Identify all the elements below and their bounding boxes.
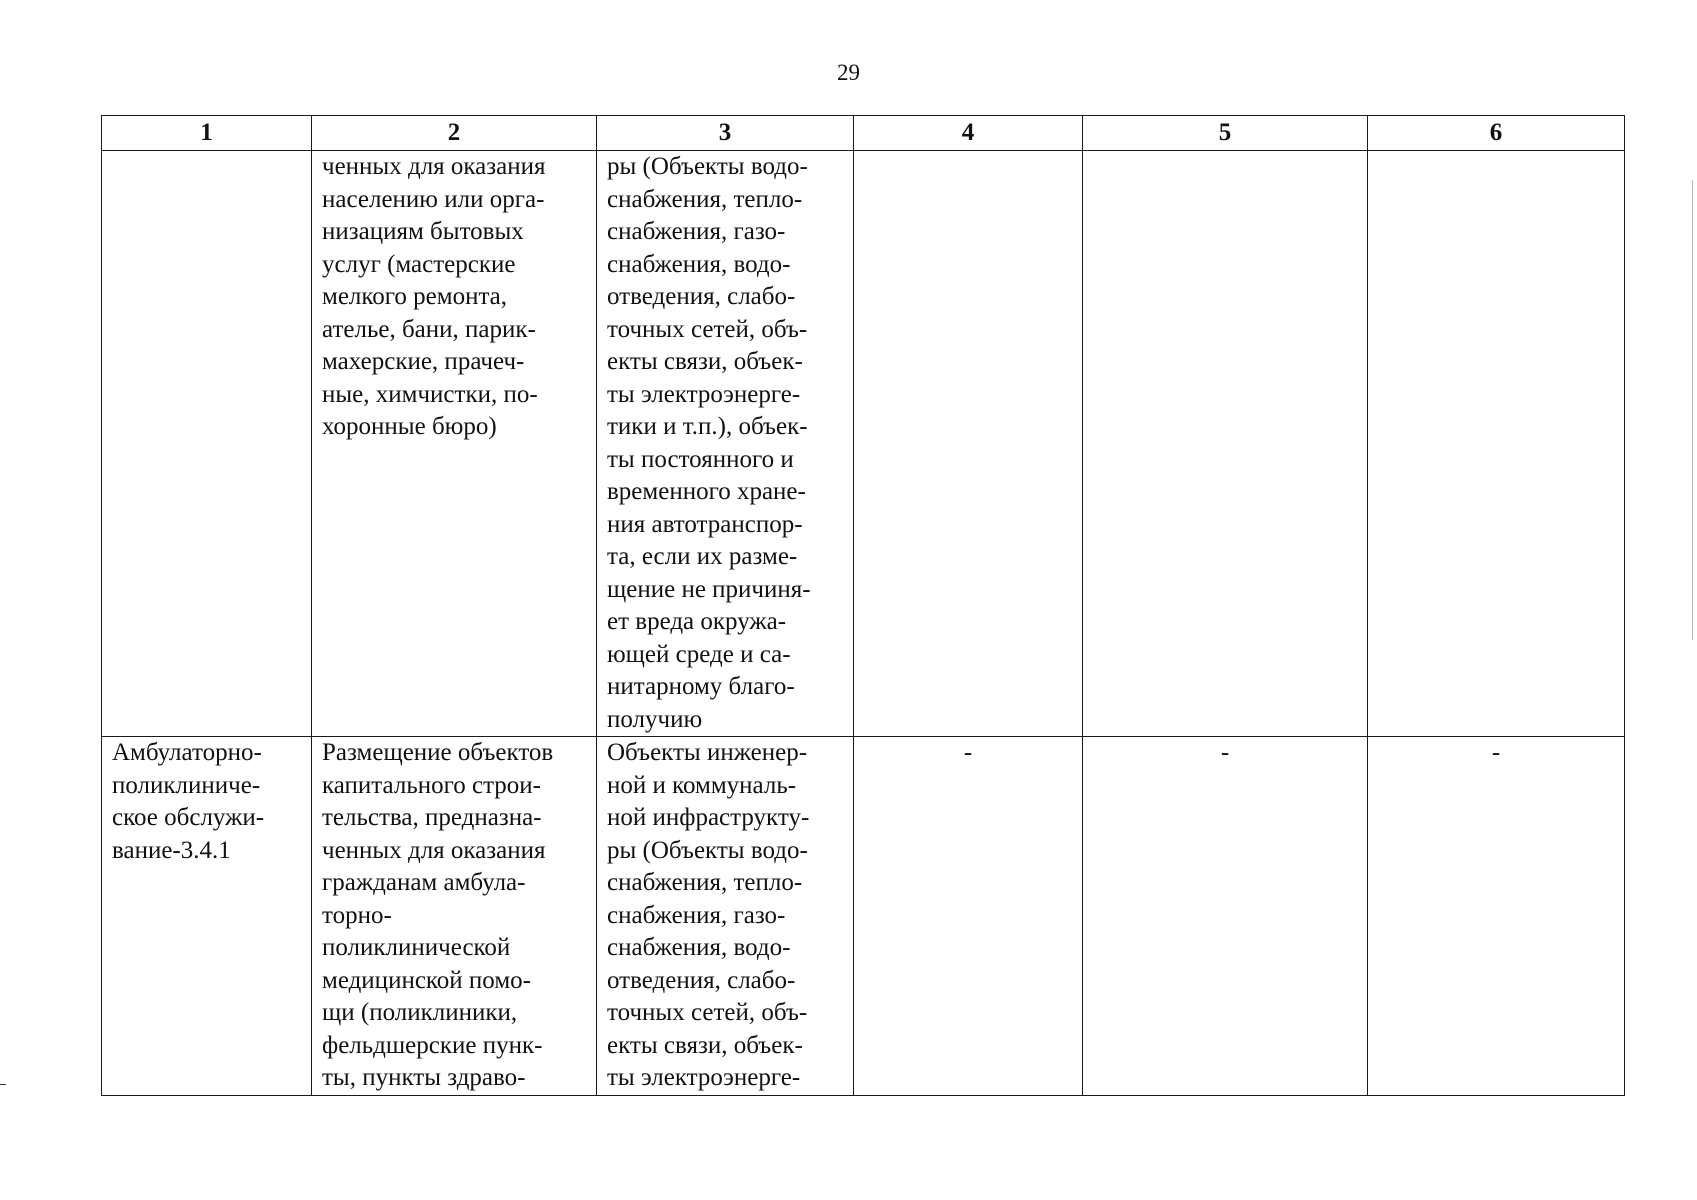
- cell-text-line: ты электроэнерге-: [607, 1064, 801, 1091]
- cell-land-use-type: [102, 151, 312, 737]
- cell-text-line: услуг (мастерские: [322, 250, 516, 278]
- cell-text-line: низациям бытовых: [322, 218, 524, 245]
- cell-text-line: ты, пункты здраво-: [322, 1064, 526, 1091]
- column-header-5: 5: [1083, 116, 1368, 151]
- cell-col4: -: [854, 737, 1083, 1096]
- cell-text-line: махерские, прачеч-: [322, 348, 525, 375]
- table-header: [102, 116, 1625, 151]
- column-header-2: 2: [312, 116, 597, 151]
- cell-col6: -: [1368, 737, 1625, 1096]
- cell-text-line: екты связи, объек-: [607, 1031, 803, 1059]
- cell-text-line: ты постоянного и: [607, 445, 794, 473]
- cell-text-line: ет вреда окружа-: [607, 608, 787, 635]
- cell-text-line: ной инфраструкту-: [607, 804, 810, 831]
- cell-text-line: отведения, слабо-: [607, 283, 796, 310]
- cell-col5: -: [1083, 737, 1368, 1096]
- cell-text-line: Размещение объектов: [322, 739, 554, 766]
- cell-text-line: екты связи, объек-: [607, 348, 803, 375]
- cell-col6: [1368, 151, 1625, 737]
- cell-text-line: временного хране-: [607, 478, 806, 505]
- cell-text-line: отведения, слабо-: [607, 966, 796, 994]
- cell-text-line: поликлиниче-: [112, 771, 261, 799]
- cell-text-line: Амбулаторно-: [112, 739, 262, 766]
- cell-text-line: щение не причиня-: [607, 575, 811, 603]
- cell-text-line: мелкого ремонта,: [322, 283, 508, 310]
- cell-text-line: фельдшерские пунк-: [322, 1031, 543, 1059]
- cell-auxiliary-use-description: [597, 151, 854, 737]
- cell-text-line: ченных для оказания: [322, 153, 546, 180]
- cell-text-line: хоронные бюро): [322, 413, 497, 440]
- cell-text-line: торно-: [322, 901, 392, 929]
- page-number: 29: [837, 60, 860, 85]
- cell-text-line: ское обслужи-: [112, 804, 265, 831]
- cell-text-line: гражданам амбула-: [322, 869, 526, 896]
- cell-text-line: ния автотранспор-: [607, 510, 803, 538]
- table-row: [102, 737, 1625, 1096]
- cell-text-line: та, если их разме-: [607, 543, 798, 570]
- cell-text-line: капитального строи-: [322, 771, 542, 799]
- cell-col5: [1083, 151, 1368, 737]
- column-header-4: 4: [854, 116, 1083, 151]
- cell-text-line: точных сетей, объ-: [607, 999, 808, 1026]
- cell-text-line: ры (Объекты водо-: [607, 153, 808, 180]
- column-header-1: 1: [102, 116, 312, 151]
- cell-text-line: снабжения, газо-: [607, 218, 786, 245]
- table-row: [102, 151, 1625, 737]
- cell-land-use-type: [102, 737, 312, 1096]
- cell-text-line: снабжения, водо-: [607, 934, 791, 961]
- cell-text-line: ные, химчистки, по-: [322, 380, 538, 408]
- cell-text-line: медицинской помо-: [322, 966, 531, 994]
- table-body: [102, 151, 1625, 1096]
- cell-text-line: снабжения, газо-: [607, 901, 786, 929]
- cell-text-line: вание-3.4.1: [112, 836, 231, 864]
- cell-text-line: ной и коммуналь-: [607, 771, 797, 799]
- cell-text-line: нитарному благо-: [607, 673, 795, 700]
- column-header-6: 6: [1368, 116, 1625, 151]
- scan-edge-line: [1692, 180, 1693, 640]
- cell-main-use-description: [312, 151, 597, 737]
- cell-main-use-description: [312, 737, 597, 1096]
- cell-text-line: ры (Объекты водо-: [607, 836, 808, 864]
- cell-text-line: Объекты инженер-: [607, 739, 808, 766]
- cell-text-line: населению или орга-: [322, 185, 545, 213]
- cell-auxiliary-use-description: [597, 737, 854, 1096]
- cell-text-line: щи (поликлиники,: [322, 999, 518, 1026]
- cell-text-line: ющей среде и са-: [607, 640, 791, 668]
- cell-text-line: ченных для оказания: [322, 836, 546, 864]
- cell-text-line: тельства, предназна-: [322, 804, 542, 831]
- cell-text-line: точных сетей, объ-: [607, 315, 808, 343]
- cell-text-line: снабжения, тепло-: [607, 185, 803, 213]
- cell-text-line: поликлинической: [322, 934, 511, 961]
- cell-text-line: снабжения, тепло-: [607, 869, 803, 896]
- cell-col4: [854, 151, 1083, 737]
- table-header-row: [102, 116, 1625, 151]
- column-header-3: 3: [597, 116, 854, 151]
- cell-text-line: получию: [607, 705, 703, 733]
- scan-mark: [0, 1084, 6, 1085]
- cell-text-line: ты электроэнерге-: [607, 380, 801, 408]
- cell-text-line: ателье, бани, парик-: [322, 315, 536, 343]
- regulation-table: [101, 115, 1625, 1096]
- cell-text-line: тики и т.п.), объек-: [607, 413, 808, 440]
- cell-text-line: снабжения, водо-: [607, 250, 791, 278]
